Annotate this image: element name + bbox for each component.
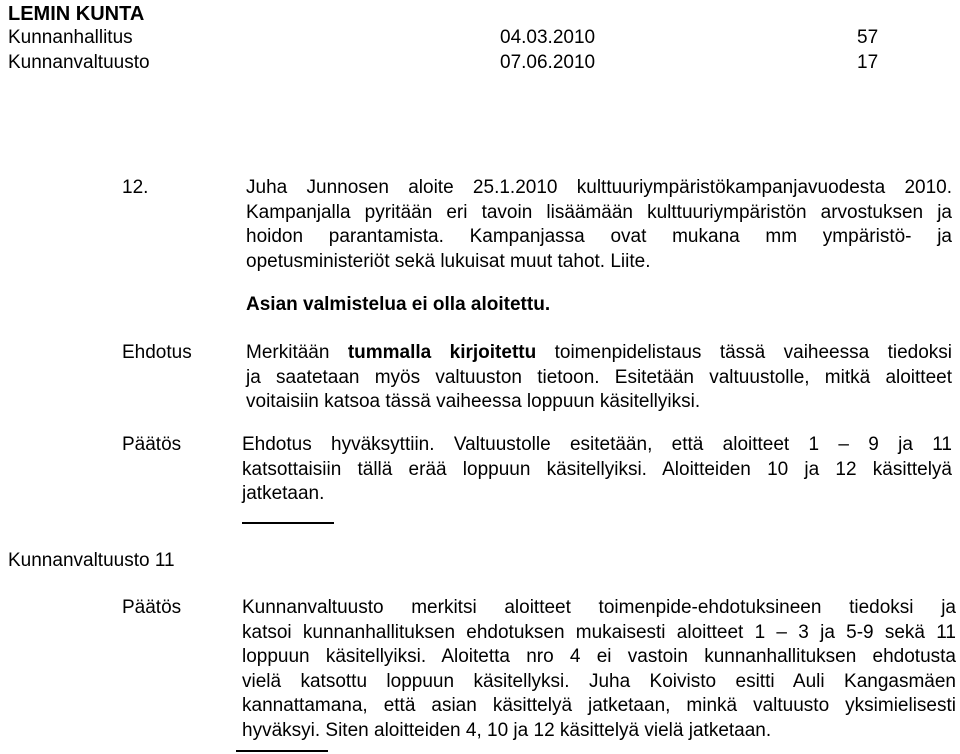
header-number-1: 57 [857,27,879,48]
intro-line: hoidon parantamista. Kampanjassa ovat mukana mm ympäristö- ja [246,226,952,247]
council-decision-line: kannattamana, että asian käsittelyä jatketaan, minkä valtuusto yksimielisesti [242,695,956,716]
decision-label: Päätös [122,434,182,455]
decision-text [242,433,952,507]
decision-line: jatketaan. [242,483,325,504]
organization-name: LEMIN KUNTA [8,3,145,25]
header-number-2: 17 [857,52,879,73]
proposal-line-3: voitaisiin katsoa tässä vaiheessa loppuun käsitellyiksi. [246,391,701,412]
proposal-text [246,341,952,415]
council-decision-line: Kunnanvaltuusto merkitsi aloitteet toimenpide-ehdotuksineen tiedoksi ja [242,597,956,618]
section-divider [236,750,328,752]
preparation-status: Asian valmistelua ei olla aloitettu. [246,294,551,315]
intro-line: Kampanjalla pyritään eri tavoin lisäämään kulttuuriympäristön arvostuksen ja [246,201,952,223]
council-decision-line: hyväksyi. Siten aloitteiden 4, 10 ja 12 käsittelyä vielä jatketaan. [242,719,772,741]
council-decision-line: katsoi kunnanhallituksen ehdotuksen mukaisesti aloitteet 1 – 3 ja 5-9 sekä 11 [242,621,956,643]
council-decision-text [242,596,956,743]
council-section-label: Kunnanvaltuusto 11 [8,550,175,571]
decision-line: katsottaisiin tällä erää loppuun käsitellyiksi. Aloitteiden 10 ja 12 käsittelyä [242,458,952,480]
decision-line: Ehdotus hyväksyttiin. Valtuustolle esitetään, että aloitteet 1 – 9 ja 11 [242,434,952,455]
section-divider [242,522,334,524]
header-date-1: 04.03.2010 [500,27,596,48]
council-decision-label: Päätös [122,597,182,618]
header-date-2: 07.06.2010 [500,52,596,73]
item-number: 12. [122,177,149,198]
item-intro [246,176,952,274]
header-body-2: Kunnanvaltuusto [8,52,150,73]
council-decision-line: vielä katsottu loppuun käsitellyksi. Juha Koivisto esitti Auli Kangasmäen [242,670,956,692]
proposal-line-1: Merkitään tummalla kirjoitettu toimenpidelistaus tässä vaiheessa tiedoksi [246,342,953,363]
proposal-line-2: ja saatetaan myös valtuuston tietoon. Esitetään valtuustolle, mitkä aloitteet [246,366,952,388]
header-body-1: Kunnanhallitus [8,27,133,48]
proposal-label: Ehdotus [122,342,192,363]
council-decision-line: loppuun käsitellyiksi. Aloitetta nro 4 ei vastoin kunnanhallituksen ehdotusta [242,646,956,667]
bold-emphasis: tummalla kirjoitettu [347,342,537,363]
intro-line: opetusministeriöt sekä lukuisat muut tahot. Liite. [246,250,651,272]
intro-line: Juha Junnosen aloite 25.1.2010 kulttuuriympäristökampanjavuodesta 2010. [246,177,952,198]
